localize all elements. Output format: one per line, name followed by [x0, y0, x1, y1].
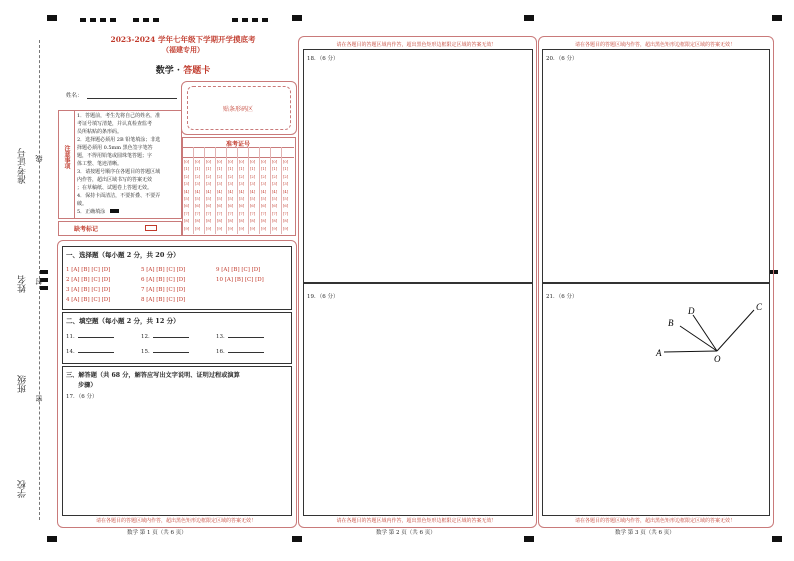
fill-blank[interactable]: 12.	[141, 334, 189, 340]
card-label: 答题卡	[183, 66, 211, 76]
mc-question[interactable]: 8 [A] [B] [C] [D]	[141, 297, 186, 303]
exam-no-bubble[interactable]: [7]	[195, 211, 201, 216]
solve-section-title: 三、解答题（共 68 分，解答应写出文字说明、证明过程或演算	[66, 372, 240, 379]
notes-divider	[74, 110, 75, 218]
question-17-label: 17．（6 分）	[66, 394, 98, 400]
note-line: 题，不得用铅笔或圆珠笔答题；字	[77, 153, 153, 159]
exam-no-bubble[interactable]: [1]	[272, 167, 278, 172]
exam-title: 2023-2024 学年七年级下学期开学摸底考	[110, 35, 256, 44]
mc-question[interactable]: 10 [A] [B] [C] [D]	[216, 277, 264, 283]
exam-no-bubble[interactable]: [8]	[272, 219, 278, 224]
note-line: ；在草稿纸、试题卷上答题无效。	[77, 185, 153, 191]
exam-no-bubble[interactable]: [0]	[250, 160, 256, 164]
name-field[interactable]	[87, 98, 177, 99]
blank-line	[153, 352, 189, 353]
exam-no-bubble[interactable]: [7]	[206, 211, 212, 216]
exam-no-bubble[interactable]: [3]	[261, 182, 267, 187]
exam-no-bubble[interactable]: [5]	[206, 197, 212, 201]
exam-no-bubble[interactable]: [8]	[228, 219, 234, 224]
registration-mark	[153, 18, 159, 22]
note-line: 体工整、笔迹清晰。	[77, 161, 123, 167]
exam-no-bubble[interactable]: [5]	[217, 197, 223, 201]
mc-question[interactable]: 3 [A] [B] [C] [D]	[66, 287, 111, 293]
absent-checkbox[interactable]	[145, 225, 157, 231]
fill-section-title: 二、填空题（每小题 2 分，共 12 分）	[66, 317, 180, 325]
exam-no-bubble[interactable]: [1]	[250, 167, 256, 172]
ray-oa	[664, 351, 717, 352]
registration-mark	[252, 18, 258, 22]
margin-line-char: 线	[35, 155, 43, 162]
page2-top-warning: 请在各题目的答题区域内作答，超出黑色矩形边框限定区域的答案无效！	[336, 42, 497, 48]
exam-no-column-divider	[259, 147, 260, 234]
exam-no-bubble[interactable]: [6]	[184, 204, 190, 209]
exam-no-bubble[interactable]: [0]	[195, 160, 201, 164]
exam-no-bubble[interactable]: [7]	[250, 211, 256, 216]
exam-no-bubble[interactable]: [8]	[250, 219, 256, 224]
point-label-a: A	[656, 348, 662, 358]
exam-no-bubble[interactable]: [0]	[283, 160, 289, 164]
page2-bottom-warning: 请在各题目的答题区域内作答，超出黑色矩形边框限定区域的答案无效！	[336, 518, 497, 524]
question-19-label: 19．（6 分）	[307, 294, 339, 300]
solve-section-title-cont: 步骤）	[78, 382, 97, 389]
mc-question[interactable]: 4 [A] [B] [C] [D]	[66, 297, 111, 303]
exam-no-bubble[interactable]: [3]	[184, 182, 190, 187]
exam-no-bubble[interactable]: [0]	[184, 160, 190, 164]
exam-no-bubble[interactable]: [4]	[261, 189, 267, 194]
registration-mark	[90, 18, 96, 22]
exam-no-bubble[interactable]: [1]	[228, 167, 234, 172]
exam-no-bubble[interactable]: [0]	[239, 160, 245, 164]
exam-no-bubble[interactable]: [4]	[272, 189, 278, 194]
barcode-label: 贴条形码区	[222, 106, 253, 113]
exam-no-bubble[interactable]: [9]	[184, 226, 190, 231]
exam-no-bubble[interactable]: [3]	[239, 182, 245, 187]
registration-mark	[47, 536, 57, 542]
mc-question[interactable]: 7 [A] [B] [C] [D]	[141, 287, 186, 293]
exam-no-bubble[interactable]: [3]	[228, 182, 234, 187]
exam-no-column-divider	[237, 147, 238, 234]
notes-title: 注意事项	[63, 145, 70, 169]
exam-no-bubble[interactable]: [9]	[272, 226, 278, 231]
blank-line	[228, 337, 264, 338]
point-label-d: D	[688, 306, 695, 316]
exam-no-bubble[interactable]: [8]	[261, 219, 267, 224]
exam-no-bubble[interactable]: [4]	[228, 189, 234, 194]
exam-no-bubble[interactable]: [2]	[272, 174, 278, 179]
registration-mark	[133, 18, 139, 22]
exam-no-bubble[interactable]: [7]	[228, 211, 234, 216]
mc-question[interactable]: 6 [A] [B] [C] [D]	[141, 277, 186, 283]
margin-secret-char: 密	[35, 395, 43, 402]
name-margin-label: 姓名	[18, 275, 28, 293]
registration-mark	[143, 18, 149, 22]
exam-no-column-divider	[281, 147, 282, 234]
note-line: 3．请按题号顺序在各题目的答题区域	[77, 169, 161, 175]
exam-no-bubble[interactable]: [4]	[184, 189, 190, 194]
margin-seal-char: 封	[35, 278, 43, 285]
fill-blank[interactable]: 11.	[66, 334, 114, 340]
registration-mark	[242, 18, 248, 22]
exam-no-bubble[interactable]: [9]	[239, 226, 245, 231]
registration-mark	[772, 15, 782, 21]
question-20-answer-area[interactable]	[542, 62, 768, 280]
exam-no-bubble[interactable]: [0]	[228, 160, 234, 164]
school-margin-label: 学校	[18, 480, 28, 498]
exam-no-column-divider	[270, 147, 271, 234]
exam-no-bubble[interactable]: [6]	[250, 204, 256, 209]
exam-no-header-line	[182, 147, 294, 148]
exam-no-bubble[interactable]: [0]	[206, 160, 212, 164]
angle-figure	[650, 298, 770, 370]
exam-no-bubble[interactable]: [5]	[184, 197, 190, 201]
page2-footer: 数学 第 2 页（共 6 页）	[376, 530, 436, 536]
question-18-answer-area[interactable]	[303, 62, 531, 280]
ray-od	[693, 315, 717, 351]
question-18-label: 18．（6 分）	[307, 56, 339, 62]
exam-no-bubble[interactable]: [3]	[283, 182, 289, 187]
exam-no-bubble[interactable]: [2]	[283, 174, 289, 179]
page3-top-warning: 请在各题目的答题区域内作答，超出黑色矩形边框限定区域的答案无效！	[574, 42, 735, 48]
exam-no-bubble[interactable]: [1]	[261, 167, 267, 172]
page1-bottom-warning: 请在各题目的答题区域内作答，超出黑色矩形边框限定区域的答案无效！	[95, 518, 256, 524]
exam-no-bubble[interactable]: [5]	[283, 197, 289, 201]
blank-line	[153, 337, 189, 338]
note-line: 择题必须用 0.5mm 黑色签字笔答	[77, 145, 153, 151]
exam-no-bubble[interactable]: [3]	[250, 182, 256, 187]
note-line: 1．答题前，考生先将自己的姓名，准	[77, 113, 161, 119]
exam-no-bubble[interactable]: [5]	[261, 197, 267, 201]
subject-label: 数学	[155, 66, 174, 76]
absent-label: 缺考标记	[74, 226, 99, 233]
exam-no-bubble[interactable]: [5]	[228, 197, 234, 201]
exam-no-bubble[interactable]: [9]	[206, 226, 212, 231]
exam-no-bubble[interactable]: [7]	[184, 211, 190, 216]
exam-no-column-divider	[193, 147, 194, 234]
registration-mark	[262, 18, 268, 22]
registration-mark	[110, 18, 116, 22]
exam-no-bubble[interactable]: [7]	[239, 211, 245, 216]
exam-subtitle: （福建专用）	[162, 45, 204, 54]
class-margin-label: 班级	[18, 375, 28, 393]
blank-line	[78, 352, 114, 353]
exam-no-bubble[interactable]: [9]	[250, 226, 256, 231]
note-line: 员所粘贴的条形码。	[77, 129, 123, 135]
registration-mark	[100, 18, 106, 22]
exam-no-bubble[interactable]: [1]	[206, 167, 212, 172]
exam-no-bubble[interactable]: [8]	[217, 219, 223, 224]
page3-footer: 数学 第 3 页（共 6 页）	[615, 530, 675, 536]
exam-no-bubble[interactable]: [6]	[261, 204, 267, 209]
exam-no-bubble[interactable]: [2]	[239, 174, 245, 179]
blank-line	[228, 352, 264, 353]
fill-blank[interactable]: 13.	[216, 334, 264, 340]
exam-no-bubble[interactable]: [6]	[195, 204, 201, 209]
registration-mark	[232, 18, 238, 22]
exam-no-column-divider	[204, 147, 205, 234]
registration-mark	[40, 270, 48, 274]
note-line: 2．选择题必须用 2B 铅笔填涂；非选	[77, 137, 161, 143]
question-21-answer-area[interactable]	[542, 372, 768, 512]
exam-no-bubble[interactable]: [0]	[217, 160, 223, 164]
exam-no-bubble[interactable]: [1]	[184, 167, 190, 172]
page1-footer: 数学 第 1 页（共 6 页）	[127, 530, 187, 536]
exam-no-bubble[interactable]: [9]	[228, 226, 234, 231]
blank-line	[78, 337, 114, 338]
exam-no-bubble[interactable]: [3]	[206, 182, 212, 187]
note-line: 破。	[77, 201, 88, 207]
exam-no-bubble[interactable]: [2]	[184, 174, 190, 179]
filled-sample	[110, 209, 119, 213]
exam-no-bubble[interactable]: [3]	[195, 182, 201, 187]
point-label-o: O	[714, 354, 721, 364]
exam-no-bubble[interactable]: [8]	[206, 219, 212, 224]
exam-no-bubble[interactable]: [4]	[283, 189, 289, 194]
exam-no-bubble[interactable]: [7]	[261, 211, 267, 216]
exam-no-write-line	[182, 157, 294, 158]
registration-mark	[40, 286, 48, 290]
exam-no-bubble[interactable]: [5]	[272, 197, 278, 201]
exam-no-bubble[interactable]: [1]	[283, 167, 289, 172]
exam-no-bubble[interactable]: [7]	[272, 211, 278, 216]
exam-no-bubble[interactable]: [7]	[283, 211, 289, 216]
exam-no-bubble[interactable]: [5]	[250, 197, 256, 201]
note-line: 5．正确填涂	[77, 208, 160, 216]
registration-mark	[80, 18, 86, 22]
exam-no-bubble[interactable]: [6]	[272, 204, 278, 209]
exam-no-column-divider	[248, 147, 249, 234]
exam-no-bubble[interactable]: [8]	[195, 219, 201, 224]
question-20-label: 20．（6 分）	[546, 56, 578, 62]
question-21-label: 21．（6 分）	[546, 294, 578, 300]
page3-bottom-warning: 请在各题目的答题区域内作答，超出黑色矩形边框限定区域的答案无效！	[574, 518, 735, 524]
exam-no-bubble[interactable]: [2]	[217, 174, 223, 179]
mc-question[interactable]: 9 [A] [B] [C] [D]	[216, 267, 261, 273]
exam-no-bubble[interactable]: [5]	[239, 197, 245, 201]
exam-no-bubble[interactable]: [8]	[184, 219, 190, 224]
registration-mark	[524, 536, 534, 542]
exam-no-bubble[interactable]: [0]	[272, 160, 278, 164]
note-line: 内作答，超出区域书写的答案无效	[77, 177, 153, 183]
exam-no-bubble[interactable]: [1]	[217, 167, 223, 172]
note-line: 考证号填写清楚，并认真检查监考	[77, 121, 153, 127]
exam-no-bubble[interactable]: [4]	[195, 189, 201, 194]
exam-no-bubble[interactable]: [9]	[283, 226, 289, 231]
exam-no-bubble[interactable]: [6]	[206, 204, 212, 209]
name-label: 姓名：	[66, 93, 83, 99]
exam-no-bubble[interactable]: [5]	[195, 197, 201, 201]
exam-no-bubble[interactable]: [2]	[228, 174, 234, 179]
exam-no-bubble[interactable]: [0]	[261, 160, 267, 164]
exam-no-bubble[interactable]: [6]	[228, 204, 234, 209]
exam-no-bubble[interactable]: [1]	[195, 167, 201, 172]
exam-no-bubble[interactable]: [4]	[239, 189, 245, 194]
point-label-c: C	[756, 302, 763, 312]
exam-no-bubble[interactable]: [2]	[250, 174, 256, 179]
registration-mark	[292, 536, 302, 542]
exam-no-bubble[interactable]: [3]	[272, 182, 278, 187]
fill-blank[interactable]: 14.	[66, 349, 114, 355]
note-line: 4．保持卡面清洁，不要折叠、不要弄	[77, 193, 161, 199]
exam-no-bubble[interactable]: [2]	[206, 174, 212, 179]
question-19-answer-area[interactable]	[303, 300, 531, 512]
exam-no-column-divider	[215, 147, 216, 234]
mc-question[interactable]: 2 [A] [B] [C] [D]	[66, 277, 111, 283]
registration-mark	[292, 15, 302, 21]
mc-question[interactable]: 5 [A] [B] [C] [D]	[141, 267, 186, 273]
mc-section-title: 一、选择题（每小题 2 分，共 20 分）	[66, 251, 180, 259]
exam-no-bubble[interactable]: [8]	[239, 219, 245, 224]
exam-no-bubble[interactable]: [2]	[195, 174, 201, 179]
question-17-answer-area[interactable]	[62, 400, 290, 512]
exam-no-bubble[interactable]: [4]	[206, 189, 212, 194]
registration-mark	[772, 536, 782, 542]
registration-mark	[524, 15, 534, 21]
exam-no-bubble[interactable]: [9]	[217, 226, 223, 231]
point-label-b: B	[668, 318, 674, 328]
exam-no-bubble[interactable]: [3]	[217, 182, 223, 187]
mc-question[interactable]: 1 [A] [B] [C] [D]	[66, 267, 111, 273]
exam-no-bubble[interactable]: [4]	[250, 189, 256, 194]
exam-no-title: 准考证号	[225, 141, 250, 148]
exam-no-bubble[interactable]: [1]	[239, 167, 245, 172]
exam-no-bubble[interactable]: [4]	[217, 189, 223, 194]
card-heading: 数学 · 答题卡	[155, 66, 211, 76]
notes-list	[77, 112, 160, 216]
exam-no-bubble[interactable]: [6]	[217, 204, 223, 209]
ray-oc	[717, 310, 754, 351]
ray-ob	[680, 326, 717, 351]
exam-no-margin-label: 准考证号	[18, 148, 28, 184]
fill-blank[interactable]: 16.	[216, 349, 264, 355]
exam-no-bubble[interactable]: [9]	[261, 226, 267, 231]
exam-no-bubble[interactable]: [8]	[283, 219, 289, 224]
exam-no-bubble[interactable]: [2]	[261, 174, 267, 179]
exam-no-bubble[interactable]: [6]	[239, 204, 245, 209]
exam-no-bubble[interactable]: [9]	[195, 226, 201, 231]
registration-mark	[47, 15, 57, 21]
exam-no-column-divider	[226, 147, 227, 234]
exam-no-bubble[interactable]: [7]	[217, 211, 223, 216]
fill-blank[interactable]: 15.	[141, 349, 189, 355]
exam-no-bubble[interactable]: [6]	[283, 204, 289, 209]
